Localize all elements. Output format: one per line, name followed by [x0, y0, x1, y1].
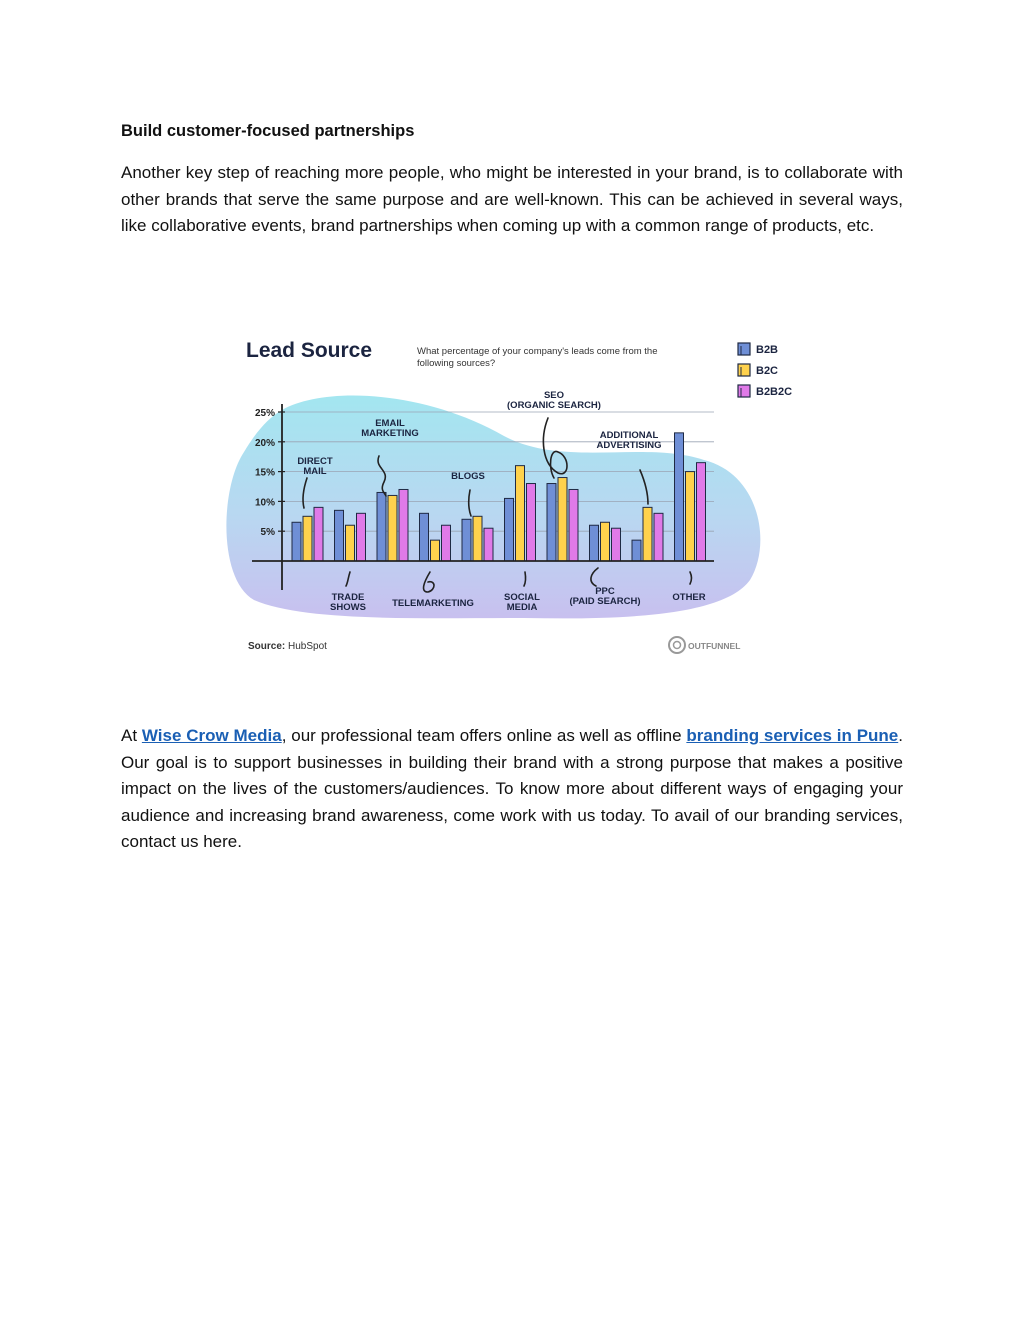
bar-b2b-2	[377, 492, 386, 561]
category-label	[330, 592, 366, 613]
closing-prefix: At	[121, 726, 142, 745]
bar-b2c-0	[303, 516, 312, 561]
category-label-line: TRADE	[331, 592, 365, 603]
category-label-line: BLOGS	[451, 471, 485, 482]
bar-b2b2c-2	[399, 489, 408, 561]
bar-b2b2c-3	[442, 525, 451, 561]
bar-b2b-3	[420, 513, 429, 561]
category-label-line: EMAIL	[375, 418, 405, 429]
category-label-line: MEDIA	[506, 602, 538, 613]
category-label-line: OTHER	[672, 592, 706, 603]
category-label-line: SEO	[543, 390, 565, 401]
category-label	[504, 592, 540, 613]
category-label-line: ADVERTISING	[596, 440, 662, 451]
chart-subtitle-line: following sources?	[417, 358, 496, 369]
bar-b2b-8	[632, 540, 641, 561]
lead-source-chart	[224, 328, 800, 664]
outfunnel-logo	[669, 637, 740, 653]
outfunnel-logo-icon	[669, 637, 685, 653]
category-label	[507, 390, 601, 411]
category-label-line: PPC	[595, 586, 615, 597]
bar-b2c-1	[346, 525, 355, 561]
bar-b2b2c-0	[314, 507, 323, 561]
y-tick-label: 10%	[254, 497, 275, 509]
bar-b2c-7	[601, 522, 610, 561]
y-tick-label: 20%	[254, 437, 275, 449]
bar-b2c-3	[431, 540, 440, 561]
outfunnel-brand-text: OUTFUNNEL	[688, 641, 741, 651]
category-label	[392, 598, 474, 609]
category-label-line: TELEMARKETING	[392, 598, 474, 609]
bar-b2b2c-1	[357, 513, 366, 561]
bar-b2b2c-8	[654, 513, 663, 561]
bar-b2b-7	[590, 525, 599, 561]
category-label-line: SOCIAL	[504, 592, 540, 603]
bar-b2b2c-7	[612, 528, 621, 561]
category-label-line: SHOWS	[330, 602, 366, 613]
chart-subtitle-line: What percentage of your company's leads come from the	[417, 346, 658, 357]
bar-b2b2c-5	[527, 484, 536, 561]
category-label	[597, 430, 662, 451]
bar-b2b2c-4	[484, 528, 493, 561]
section-heading: Build customer-focused partnerships	[121, 122, 415, 140]
bar-b2c-2	[388, 495, 397, 561]
chart-subtitle	[417, 346, 658, 369]
legend-swatch-b2b	[738, 343, 750, 355]
bar-b2b-9	[675, 433, 684, 561]
category-label-line: ADDITIONAL	[599, 430, 659, 441]
bar-b2c-5	[516, 466, 525, 561]
category-label	[672, 592, 705, 603]
category-label-line: (PAID SEARCH)	[569, 596, 641, 607]
bar-b2b2c-9	[697, 463, 706, 561]
category-label-line: DIRECT	[297, 456, 333, 467]
y-tick-label: 25%	[254, 408, 275, 419]
bar-b2c-6	[558, 478, 567, 561]
category-label	[451, 471, 485, 482]
legend-swatch-b2b2c	[738, 385, 750, 397]
intro-paragraph: Another key step of reaching more people, who might be interested in your brand, is to collaborate with other brands that serve the same purpose and are well-known. This can be achieved in several ways, like collaborative events, brand partnerships when coming up with a common range of products, etc.	[121, 163, 903, 235]
bar-b2c-8	[643, 507, 652, 561]
closing-middle: , our professional team offers online as well as offline	[281, 726, 687, 745]
bar-b2b-5	[505, 498, 514, 561]
y-tick-label: 5%	[260, 527, 275, 539]
bar-b2b-1	[335, 510, 344, 561]
closing-paragraph	[121, 723, 903, 856]
chart-legend	[738, 343, 792, 398]
wise-crow-media-link[interactable]: Wise Crow Media	[141, 726, 282, 745]
bar-b2b-0	[292, 522, 301, 561]
bar-b2c-9	[686, 472, 695, 561]
chart-source: Source: HubSpot	[248, 641, 327, 652]
outfunnel-logo-icon-inner	[674, 642, 681, 649]
category-label-line: MAIL	[303, 466, 327, 477]
legend-label-b2b2c: B2B2C	[756, 386, 793, 398]
legend-label-b2c: B2C	[756, 365, 779, 377]
legend-swatch-b2c	[738, 364, 750, 376]
branding-services-link[interactable]: branding services in Pune	[686, 726, 899, 745]
category-label-line: (ORGANIC SEARCH)	[507, 400, 601, 411]
bar-b2b-4	[462, 519, 471, 561]
lead-source-figure	[224, 328, 800, 664]
bar-b2b2c-6	[569, 489, 578, 561]
bar-b2b-6	[547, 484, 556, 561]
legend-label-b2b: B2B	[756, 344, 779, 356]
y-tick-label: 15%	[254, 467, 275, 479]
bar-b2c-4	[473, 516, 482, 561]
chart-title: Lead Source	[246, 339, 373, 362]
closing-suffix: . Our goal is to support businesses in building their brand with a strong purpose that makes a positive impact on the lives of the customers/audiences. To know more about different ways of engaging your audience and increasing brand awareness, come work with us today. To avail of our branding services, contact us here.	[121, 726, 903, 851]
category-label-line: MARKETING	[361, 428, 419, 439]
